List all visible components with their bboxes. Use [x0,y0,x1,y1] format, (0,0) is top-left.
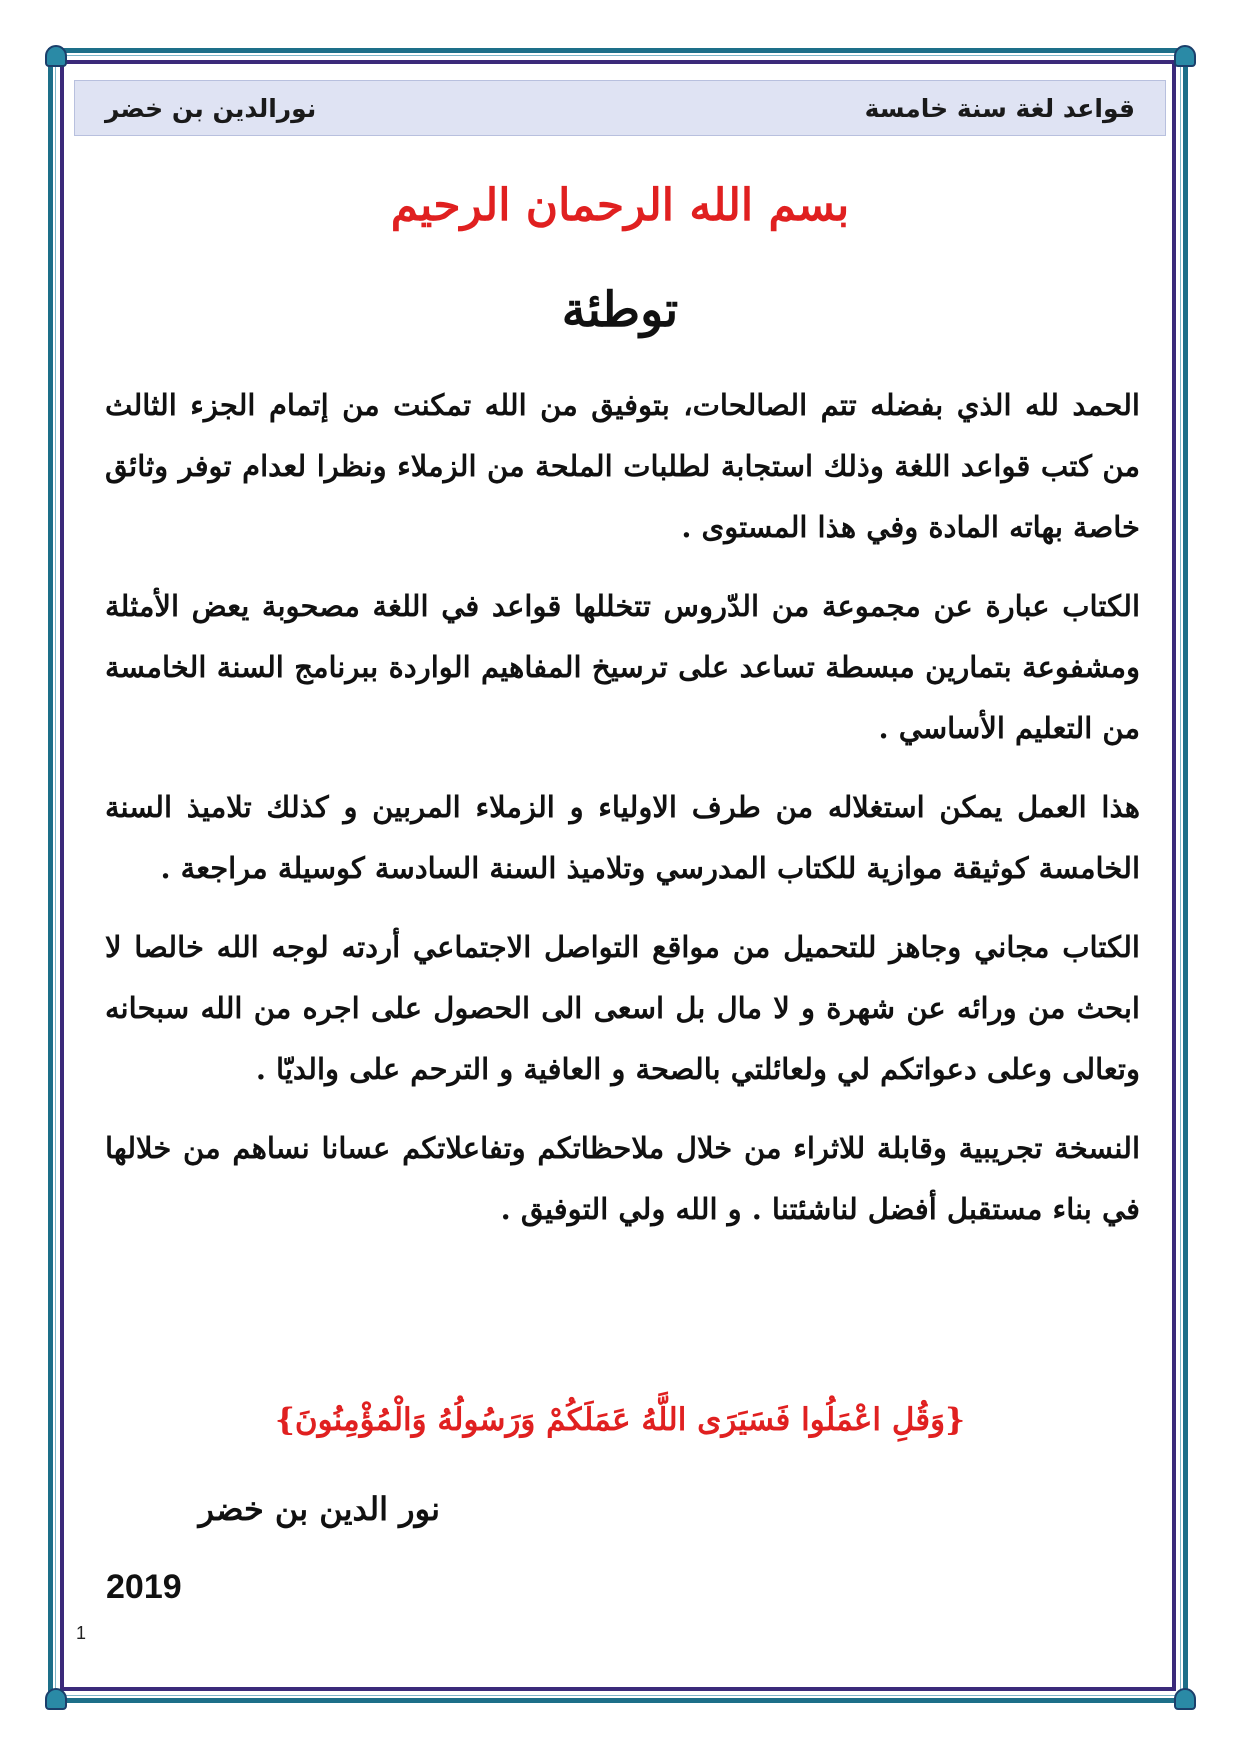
paragraph-3: هذا العمل يمكن استغلاله من طرف الاولياء و الزملاء المربين و كذلك تلاميذ السنة الخامسة كوثيقة موازية للكتاب المدرسي وتلاميذ السنة السادسة كوسيلة مراجعة . [105,790,1140,885]
corner-ornament-bottom-left [45,1688,67,1710]
page-header [74,80,1166,136]
header-author: نورالدين بن خضر [105,93,317,123]
paragraph-5: النسخة تجريبية وقابلة للاثراء من خلال ملاحظاتكم وتفاعلاتكم عسانا نساهم من خلالها في بناء مستقبل أفضل لناشئتنا . و الله ولي التوفيق . [105,1131,1140,1226]
paragraph-2: الكتاب عبارة عن مجموعة من الدّروس تتخللها قواعد في اللغة مصحوبة يعض الأمثلة ومشفوعة بتمارين مبسطة تساعد على ترسيخ المفاهيم الواردة ببرنامج السنة الخامسة من التعليم الأساسي . [105,589,1140,745]
corner-ornament-top-left [45,45,67,67]
header-subject: قواعد لغة سنة خامسة [864,93,1135,123]
publication-year: 2019 [106,1568,182,1606]
author-signature: نور الدين بن خضر [198,1490,440,1528]
quran-verse: {وَقُلِ اعْمَلُوا فَسَيَرَى اللَّهُ عَمَلَكُمْ وَرَسُولُهُ وَالْمُؤْمِنُونَ} [274,1402,966,1438]
page-number: 1 [76,1623,87,1643]
paragraph-4: الكتاب مجاني وجاهز للتحميل من مواقع التواصل الاجتماعي أردته لوجه الله خالصا لا ابحث من ورائه عن شهرة و لا مال بل اسعى الى الحصول على اجره من الله سبحانه وتعالى وعلى دعواتكم لي ولعائلتي بالصحة و العافية و الترحم على والديّا . [105,930,1140,1086]
corner-ornament-top-right [1174,45,1196,67]
corner-ornament-bottom-right [1174,1688,1196,1710]
preface-body [105,375,1140,1258]
basmala: بسم الله الرحمان الرحيم [390,180,850,231]
paragraph-1: الحمد لله الذي بفضله تتم الصالحات، بتوفيق من الله تمكنت من إتمام الجزء الثالث من كتب قواعد اللغة وذلك استجابة لطلبات الملحة من الزملاء ونظرا لعدام توفر وثائق خاصة بهاته المادة وفي هذا المستوى . [105,388,1140,544]
page-title: توطئة [561,282,679,338]
